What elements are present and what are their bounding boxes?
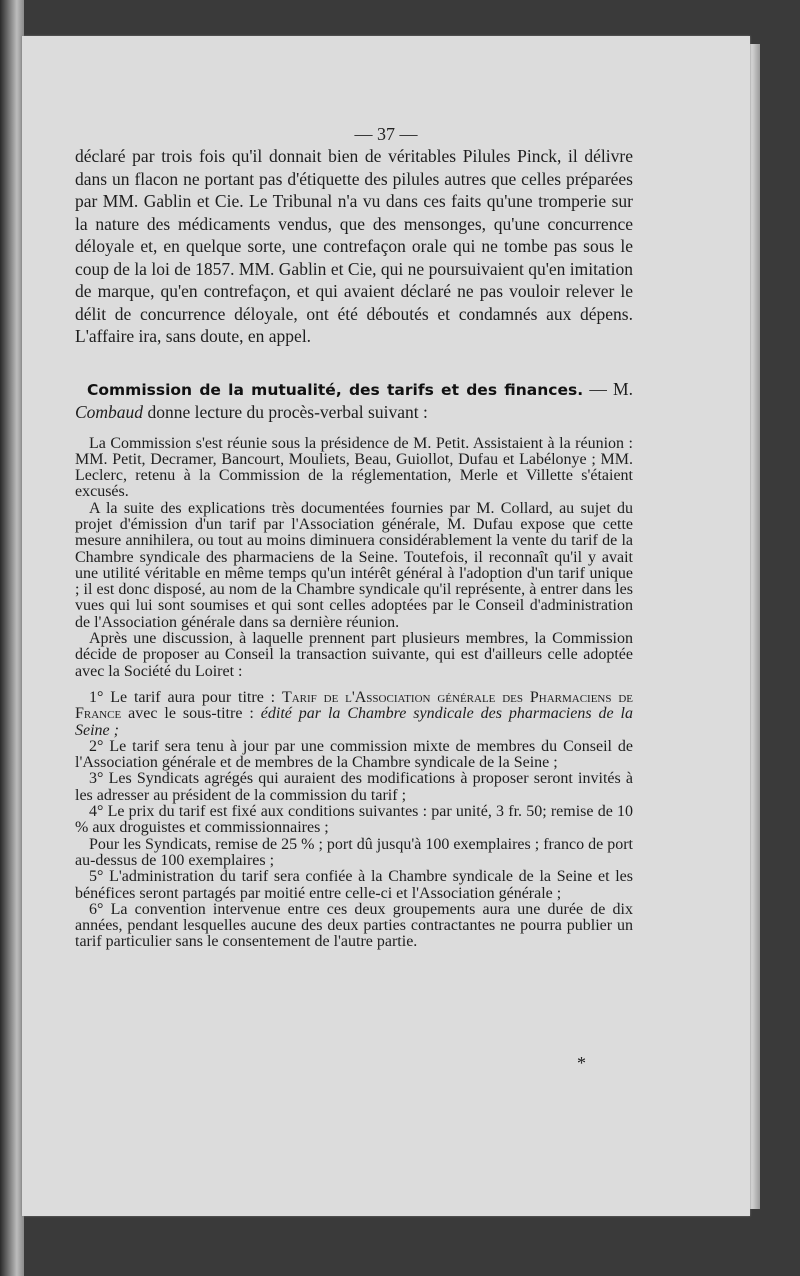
item1-title: Tarif de l'Association générale des Pharmaciens de France <box>75 688 633 723</box>
item1-prefix: 1° Le tarif aura pour titre : <box>89 688 282 706</box>
paragraph-commission: La Commission s'est réunie sous la présidence de M. Petit. Assistaient à la réunion : MM. Petit, Decramer, Bancourt, Mouliets, Beau, Guiollot, Dufau et Labélonye ; MM. Leclerc, retenu à la Commission de la réglementation, Merle et Villette s'étaient excusés. <box>75 434 633 501</box>
section-dash: — M. <box>583 378 633 399</box>
list-item-1 <box>75 690 633 739</box>
list-item-4-syndicats: Pour les Syndicats, remise de 25 % ; port dû jusqu'à 100 exemplaires ; franco de port au-dessus de 100 exemplaires ; <box>75 835 633 869</box>
paragraph-discussion: Après une discussion, à laquelle prennent part plusieurs membres, la Commission décide de proposer au Conseil la transaction suivante, qui est d'ailleurs celle adoptée avec la Société du Loiret : <box>75 630 633 680</box>
item1-middle: avec le sous-titre : <box>121 705 261 723</box>
opening-paragraph: déclaré par trois fois qu'il donnait bien de véritables Pilules Pinck, il délivre dans un flacon ne portant pas d'étiquette des pilules autres que celles préparées par MM. Gablin et Cie. Le Tribunal n'a vu dans ces faits qu'une tromperie sur la nature des médicaments vendus, que des mensonges, qu'une concurrence déloyale et, en quelque sorte, une contrefaçon orale qui ne tombe pas sous le coup de la loi de 1857. MM. Gablin et Cie, qui ne poursuivaient qu'en imitation de marque, qu'en contrefaçon, et qui avaient déclaré ne pas vouloir relever le délit de concurrence déloyale, ont été déboutés et condamnés aux dépens. L'affaire ira, sans doute, en appel. <box>75 146 633 346</box>
list-item-4: 4° Le prix du tarif est fixé aux conditions suivantes : par unité, 3 fr. 50; remise de 10 % aux droguistes et commissionnaires ; <box>75 803 633 837</box>
list-item-5: 5° L'administration du tarif sera confiée à la Chambre syndicale de la Seine et les bénéfices seront partagés par moitié entre celle-ci et l'Association générale ; <box>75 868 633 902</box>
section-intro: donne lecture du procès-verbal suivant : <box>143 402 428 422</box>
section-author: Combaud <box>75 402 144 422</box>
book-binding-edge <box>0 0 24 1276</box>
paragraph-explanations: A la suite des explications très documentées fournies par M. Collard, au sujet du projet d'émission d'un tarif par l'Association générale, M. Dufau expose que cette mesure annihilera, ou tout au moins diminuera considérablement la vente du tarif de la Chambre syndicale des pharmaciens de la Seine. Toutefois, il reconnaît qu'il y avait une utilité véritable en même temps qu'un intérêt général à l'adoption d'un tarif unique ; il est donc disposé, au nom de la Chambre syndicale qu'il représente, à entrer dans les vues qui lui sont soumises et qui sont celles adoptées par le Conseil d'administration de l'Association générale dans sa dernière réunion. <box>75 499 633 631</box>
page-number: — 37 — <box>354 124 418 144</box>
list-item-2: 2° Le tarif sera tenu à jour par une commission mixte de membres du Conseil de l'Association générale et de membres de la Chambre syndicale de la Seine ; <box>75 737 633 772</box>
asterisk-mark: * <box>577 1053 586 1073</box>
list-item-3: 3° Les Syndicats agrégés qui auraient des modifications à proposer seront invités à les adresser au président de la commission du tarif ; <box>75 770 633 804</box>
page-text <box>75 145 633 951</box>
section-heading <box>75 378 633 424</box>
section-title: Commission de la mutualité, des tarifs et des finances. <box>87 380 584 399</box>
list-item-6: 6° La convention intervenue entre ces deux groupements aura une durée de dix années, pendant lesquelles aucune des deux parties contractantes ne pourra publier un tarif particulier sans le consentement de l'autre partie. <box>75 900 633 951</box>
item1-subtitle: édité par la Chambre syndicale des pharmaciens de la Seine ; <box>75 705 634 739</box>
